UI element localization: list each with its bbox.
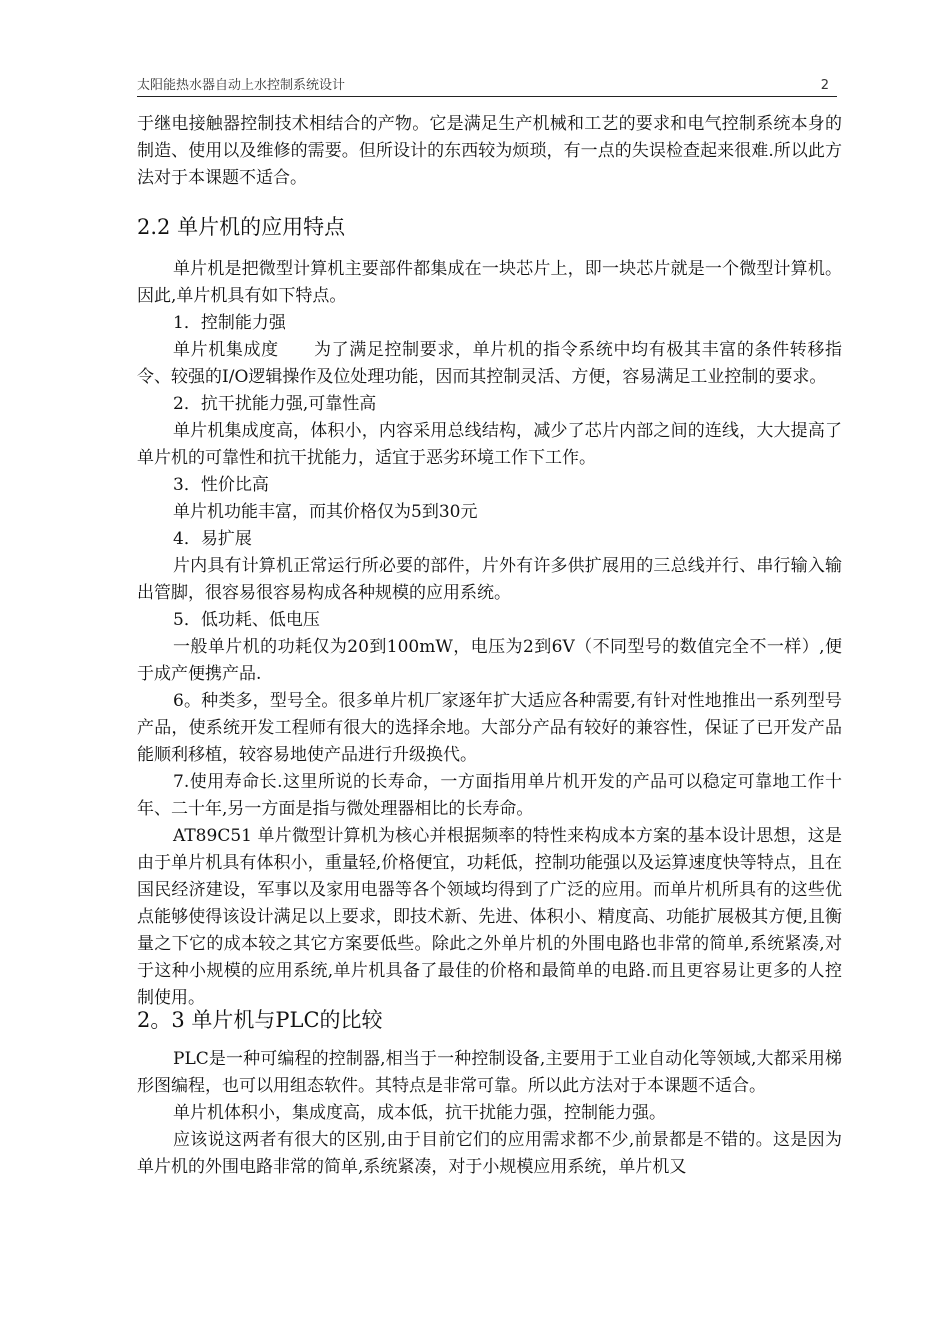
list-item-heading: 5．低功耗、低电压 [173,610,320,630]
list-item-heading: 3．性价比高 [173,475,269,495]
paragraph: 单片机功能丰富，而其价格仅为5到30元 [173,502,478,522]
section-2-3 [137,1006,842,1034]
section-heading: 2.2 单片机的应用特点 [137,215,346,239]
section-2-3-body [137,1046,842,1181]
list-item-heading: 4．易扩展 [173,529,252,549]
paragraph: 一般单片机的功耗仅为20到100mW，电压为2到6V（不同型号的数值完全不一样）,便于成产便携产品. [137,637,842,684]
paragraph: 7.使用寿命长.这里所说的长寿命，一方面指用单片机开发的产品可以稳定可靠地工作十年、二十年,另一方面是指与微处理器相比的长寿命。 [137,772,842,819]
paragraph: 单片机是把微型计算机主要部件都集成在一块芯片上，即一块芯片就是一个微型计算机。因此,单片机具有如下特点。 [137,259,842,306]
list-item-heading: 2．抗干扰能力强,可靠性高 [173,394,377,414]
header-title: 太阳能热水器自动上水控制系统设计 [137,78,346,93]
paragraph: 6。种类多，型号全。很多单片机厂家逐年扩大适应各种需要,有针对性地推出一系列型号产品，使系统开发工程师有很大的选择余地。大部分产品有较好的兼容性，保证了已开发产品能顺利移植，较容易地使产品进行升级换代。 [137,691,842,765]
paragraph: 于继电接触器控制技术相结合的产物。它是满足生产机械和工艺的要求和电气控制系统本身的制造、使用以及维修的需要。但所设计的东西较为烦琐，有一点的失误检查起来很难.所以此方法对于本课题不适合。 [137,114,842,188]
paragraph: 单片机体积小，集成度高，成本低，抗干扰能力强，控制能力强。 [173,1103,666,1123]
section-2-2 [137,213,842,241]
paragraph: PLC是一种可编程的控制器,相当于一种控制设备,主要用于工业自动化等领域,大都采用梯形图编程，也可以用组态软件。其特点是非常可靠。所以此方法对于本课题不适合。 [137,1049,842,1096]
list-item-heading: 1．控制能力强 [173,313,286,333]
paragraph: 片内具有计算机正常运行所必要的部件，片外有许多供扩展用的三总线并行、串行输入输出管脚，很容易很容易构成各种规模的应用系统。 [137,556,842,603]
paragraph: 单片机集成度高，体积小，内容采用总线结构，减少了芯片内部之间的连线，大大提高了单片机的可靠性和抗干扰能力，适宜于恶劣环境工作下工作。 [137,421,842,468]
paragraph: 应该说这两者有很大的区别,由于目前它们的应用需求都不少,前景都是不错的。这是因为单片机的外围电路非常的简单,系统紧凑，对于小规模应用系统，单片机又 [137,1130,842,1177]
section-2-2-body [137,256,842,1012]
section-heading: 2。3 单片机与PLC的比较 [137,1008,383,1032]
paragraph: AT89C51 单片微型计算机为核心并根据频率的特性来构成本方案的基本设计思想，这是由于单片机具有体积小，重量轻,价格便宜，功耗低，控制功能强以及运算速度快等特点，且在国民经济建设，军事以及家用电器等各个领域均得到了广泛的应用。而单片机所具有的这些优点能够使得该设计满足以上要求，即技术新、先进、体积小、精度高、功能扩展极其方便,且衡量之下它的成本较之其它方案要低些。除此之外单片机的外围电路也非常的简单,系统紧凑,对于这种小规模的应用系统,单片机具备了最佳的价格和最简单的电路.而且更容易让更多的人控制使用。 [137,826,842,1008]
continuation-block [137,111,842,192]
paragraph: 单片机集成度 为了满足控制要求，单片机的指令系统中均有极其丰富的条件转移指令、较强的I/O逻辑操作及位处理功能，因而其控制灵活、方便，容易满足工业控制的要求。 [137,340,842,387]
page-number: 2 [820,78,829,93]
running-header [137,78,837,97]
